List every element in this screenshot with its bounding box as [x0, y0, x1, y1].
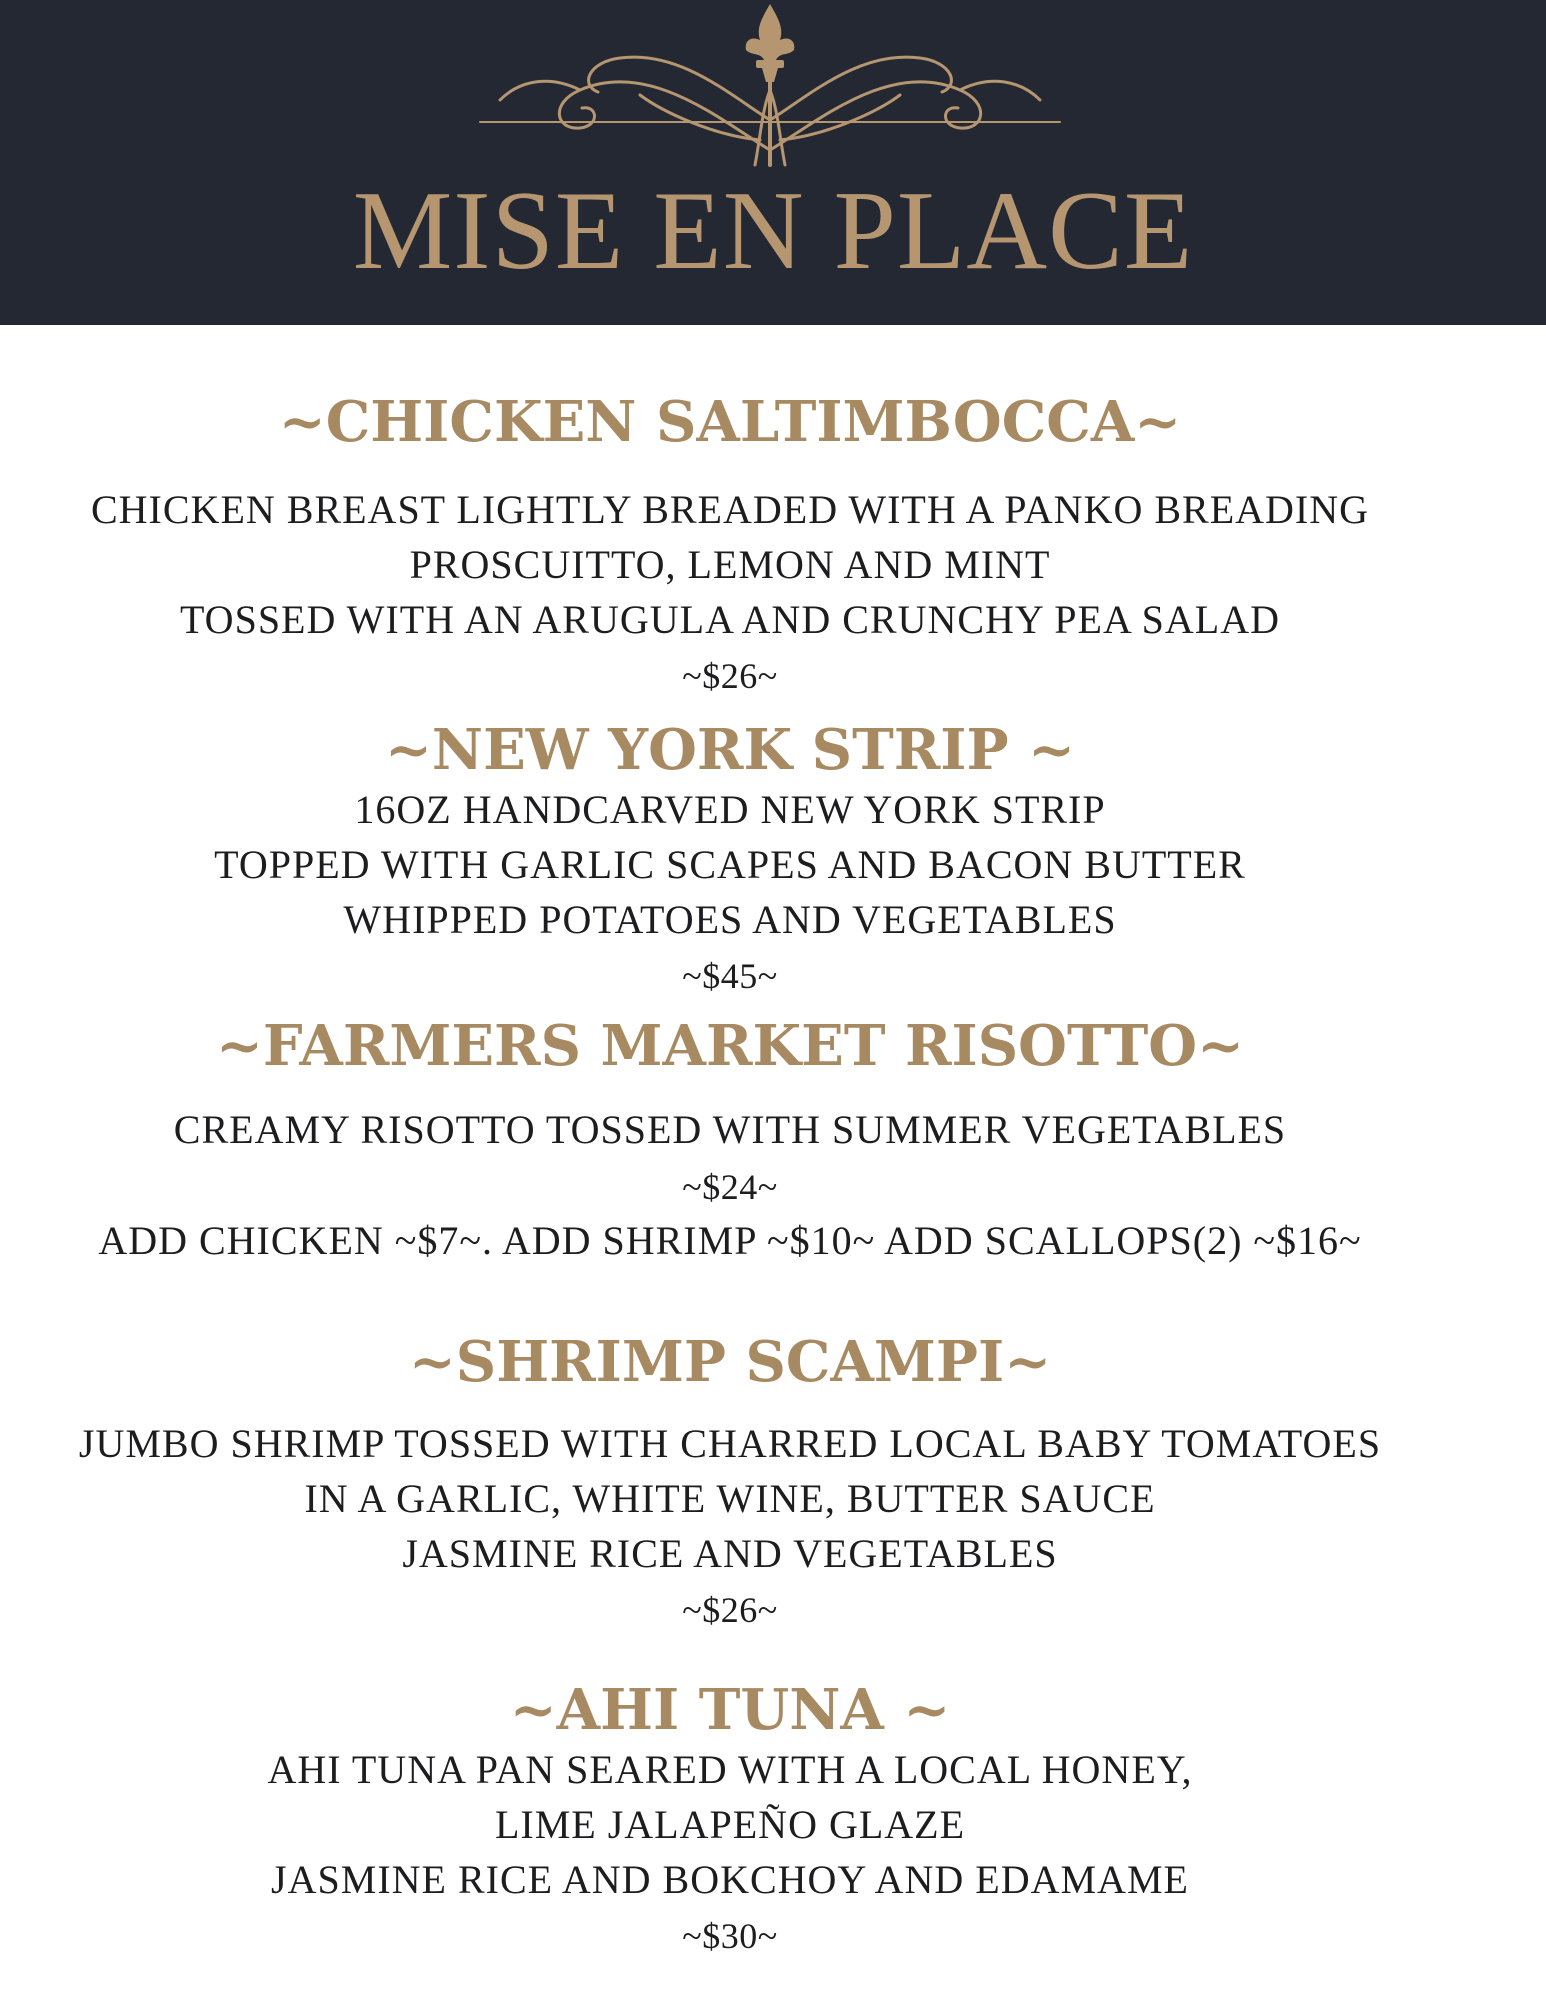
item-description-line: LIME JALAPEÑO GLAZE [494, 1802, 966, 1847]
item-price: ~$24~ [682, 1167, 778, 1207]
item-title-chicken-saltimbocca: ~CHICKEN SALTIMBOCCA~ [278, 389, 1182, 455]
item-description-line: TOPPED WITH GARLIC SCAPES AND BACON BUTTER [214, 842, 1246, 887]
item-title-new-york-strip: ~NEW YORK STRIP ~ [384, 717, 1076, 783]
item-title-farmers-market-risotto: ~FARMERS MARKET RISOTTO~ [215, 1013, 1245, 1079]
item-description-line: IN A GARLIC, WHITE WINE, BUTTER SAUCE [304, 1476, 1156, 1521]
item-description-line: JASMINE RICE AND BOKCHOY AND EDAMAME [271, 1857, 1189, 1902]
menu-header [0, 0, 1546, 325]
item-description-line: AHI TUNA PAN SEARED WITH A LOCAL HONEY, [267, 1747, 1193, 1792]
item-price: ~$45~ [682, 956, 778, 996]
ornament-flourish-icon [470, 0, 1070, 175]
item-description-line: JUMBO SHRIMP TOSSED WITH CHARRED LOCAL BABY TOMATOES [78, 1421, 1382, 1466]
item-title-ahi-tuna: ~AHI TUNA ~ [509, 1677, 951, 1743]
item-title-shrimp-scampi: ~SHRIMP SCAMPI~ [408, 1329, 1052, 1395]
item-description-line: TOSSED WITH AN ARUGULA AND CRUNCHY PEA SALAD [179, 597, 1281, 642]
item-price: ~$26~ [682, 1590, 778, 1630]
item-description-line: PROSCUITTO, LEMON AND MINT [409, 542, 1051, 587]
item-description-line: CHICKEN BREAST LIGHTLY BREADED WITH A PANKO BREADING [90, 487, 1369, 532]
item-price: ~$30~ [682, 1916, 778, 1956]
item-price: ~$26~ [682, 656, 778, 696]
item-description-line: 16OZ HANDCARVED NEW YORK STRIP [354, 787, 1106, 832]
item-description-line: CREAMY RISOTTO TOSSED WITH SUMMER VEGETABLES [173, 1107, 1287, 1152]
item-addons: ADD CHICKEN ~$7~. ADD SHRIMP ~$10~ ADD SCALLOPS(2) ~$16~ [98, 1218, 1362, 1263]
item-description-line: JASMINE RICE AND VEGETABLES [402, 1531, 1058, 1576]
restaurant-title: MISE EN PLACE [352, 169, 1194, 293]
item-description-line: WHIPPED POTATOES AND VEGETABLES [343, 897, 1117, 942]
